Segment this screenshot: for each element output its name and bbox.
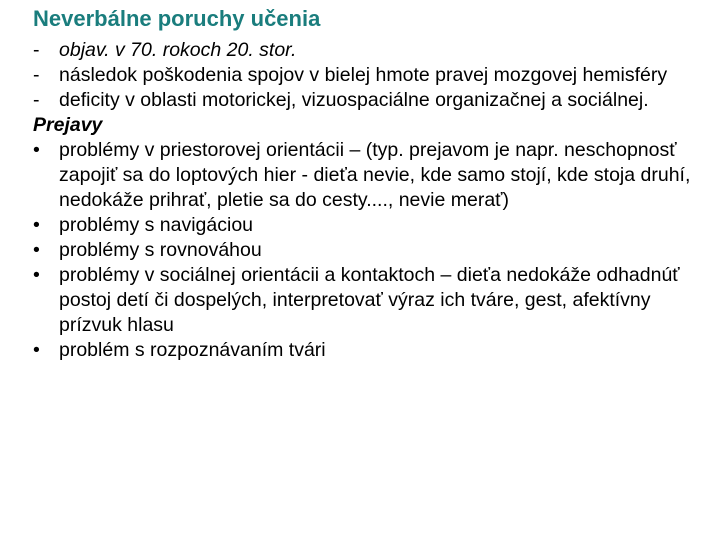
bullet-marker: • — [33, 139, 40, 161]
dash-item — [33, 63, 703, 88]
bullet-item — [33, 338, 703, 363]
dash-marker: - — [33, 64, 40, 86]
bullet-item — [33, 213, 703, 238]
dash-marker: - — [33, 39, 40, 61]
bullet-marker: • — [33, 239, 40, 261]
slide-title: Neverbálne poruchy učenia — [33, 6, 321, 31]
bullet-item — [33, 263, 703, 338]
bullet-item-text: problém s rozpoznávaním tvári — [59, 339, 326, 361]
bullet-item-text: problémy s navigáciou — [59, 214, 254, 236]
slide-content — [33, 38, 703, 363]
bullet-item-text: problémy v priestorovej orientácii – (typ. prejavom je napr. neschopnosť zapojiť sa do loptových hier - dieťa nevie, kde samo stojí, kde stoja druhí, nedokáže prihrať, pletie sa do cesty...., nevie merať) — [59, 139, 691, 211]
bullet-item — [33, 238, 703, 263]
bullet-marker: • — [33, 339, 40, 361]
bullet-item — [33, 138, 703, 213]
section-heading: Prejavy — [33, 114, 103, 136]
bullet-item-text: problémy s rovnováhou — [59, 239, 262, 261]
dash-item — [33, 38, 703, 63]
dash-item — [33, 88, 703, 113]
bullet-marker: • — [33, 264, 40, 286]
dash-item-text: deficity v oblasti motorickej, vizuospaciálne organizačnej a sociálnej. — [59, 89, 649, 111]
dash-item-text: objav. v 70. rokoch 20. stor. — [59, 39, 297, 61]
bullet-marker: • — [33, 214, 40, 236]
dash-marker: - — [33, 89, 40, 111]
dash-item-text: následok poškodenia spojov v bielej hmote pravej mozgovej hemisféry — [59, 64, 668, 86]
bullet-item-text: problémy v sociálnej orientácii a kontaktoch – dieťa nedokáže odhadnúť postoj detí či dospelých, interpretovať výraz ich tváre, gest, afektívny prízvuk hlasu — [59, 264, 680, 336]
